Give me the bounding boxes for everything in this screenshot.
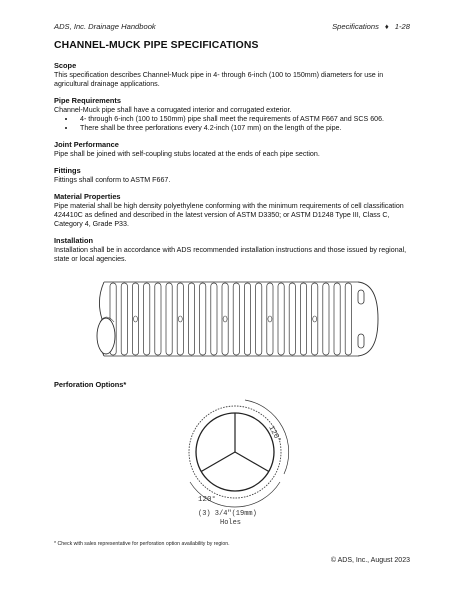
pipe-rib [244, 283, 250, 355]
pipe-drawing [96, 270, 380, 366]
fittings-heading: Fittings [54, 166, 81, 175]
pipe-rib [144, 283, 150, 355]
footnote: * Check with sales representative for perforation option availability by region. [54, 541, 230, 547]
header-right [332, 22, 410, 31]
pipe-end-cap [358, 282, 378, 356]
joint-performance-heading: Joint Performance [54, 140, 119, 149]
list-item: • 4- through 6-inch (100 to 150mm) pipe shall meet the requirements of ASTM F667 and SCS 606. [76, 115, 412, 124]
pipe-rib [323, 283, 329, 355]
page-number: 1-28 [394, 22, 410, 31]
pipe-rib [345, 283, 351, 355]
holes-label-unit: Holes [220, 519, 242, 527]
material-properties-body: Pipe material shall be high density polyethylene conforming with the minimum requirements of cell classification 424410C as defined and described in the latest version of ASTM D3350; or ASTM D1248 Type III, Class C, Category 4, Grade P33. [54, 202, 404, 228]
page-header [54, 22, 410, 31]
angle-label-right: 120° [266, 424, 282, 445]
installation-body: Installation shall be in accordance with ADS recommended installation instructions and those issued by regional, state or local agencies. [54, 246, 407, 263]
page-title: CHANNEL-MUCK PIPE SPECIFICATIONS [54, 40, 259, 51]
pipe-rib [166, 283, 172, 355]
holes-label: (3) 3/4"(19mm) [198, 510, 257, 518]
installation-heading: Installation [54, 236, 94, 245]
pipe-rib [155, 283, 161, 355]
perforation-heading: Perforation Options* [54, 380, 127, 389]
installation-section [54, 236, 412, 264]
pipe-requirements-section [54, 96, 412, 133]
angle-arc-right [245, 400, 289, 474]
pipe-rib [121, 283, 127, 355]
pipe-requirements-heading: Pipe Requirements [54, 96, 121, 105]
copyright: © ADS, Inc., August 2023 [330, 557, 410, 564]
divider-left [201, 452, 235, 472]
material-properties-section [54, 192, 412, 229]
pipe-requirements-list [54, 115, 412, 133]
list-item: • There shall be three perforations every 4.2-inch (107 mm) on the length of the pipe. [76, 124, 412, 133]
pipe-corrugations [110, 283, 351, 355]
diamond-icon: ♦ [384, 22, 389, 31]
pipe-rib [211, 283, 217, 355]
section-name: Specifications [332, 22, 379, 31]
pipe-requirements-body: Channel-Muck pipe shall have a corrugated interior and corrugated exterior. [54, 106, 292, 114]
handbook-title: ADS, Inc. Drainage Handbook [54, 22, 156, 31]
pipe-rib [289, 283, 295, 355]
pipe-rib [200, 283, 206, 355]
scope-body: This specification describes Channel-Muck pipe in 4- through 6-inch (100 to 150mm) diameters for use in agricultural drainage applications. [54, 71, 384, 88]
pipe-rib [233, 283, 239, 355]
pipe-illustration [96, 270, 380, 366]
fittings-body: Fittings shall conform to ASTM F667. [54, 176, 171, 184]
pipe-rib [256, 283, 262, 355]
scope-heading: Scope [54, 61, 77, 70]
pipe-rib [300, 283, 306, 355]
scope-section [54, 61, 412, 89]
angle-label-bottom: 120° [198, 496, 217, 504]
pipe-rib [278, 283, 284, 355]
pipe-rib [334, 283, 340, 355]
pipe-rib [188, 283, 194, 355]
material-properties-heading: Material Properties [54, 192, 121, 201]
joint-performance-section [54, 140, 412, 159]
divider-right [235, 452, 269, 472]
joint-performance-body: Pipe shall be joined with self-coupling stubs located at the ends of each pipe section. [54, 150, 320, 158]
perforation-drawing [160, 390, 330, 530]
fittings-section [54, 166, 412, 185]
pipe-end-opening [97, 318, 115, 354]
main-content [54, 40, 412, 271]
perforation-diagram [160, 390, 330, 530]
